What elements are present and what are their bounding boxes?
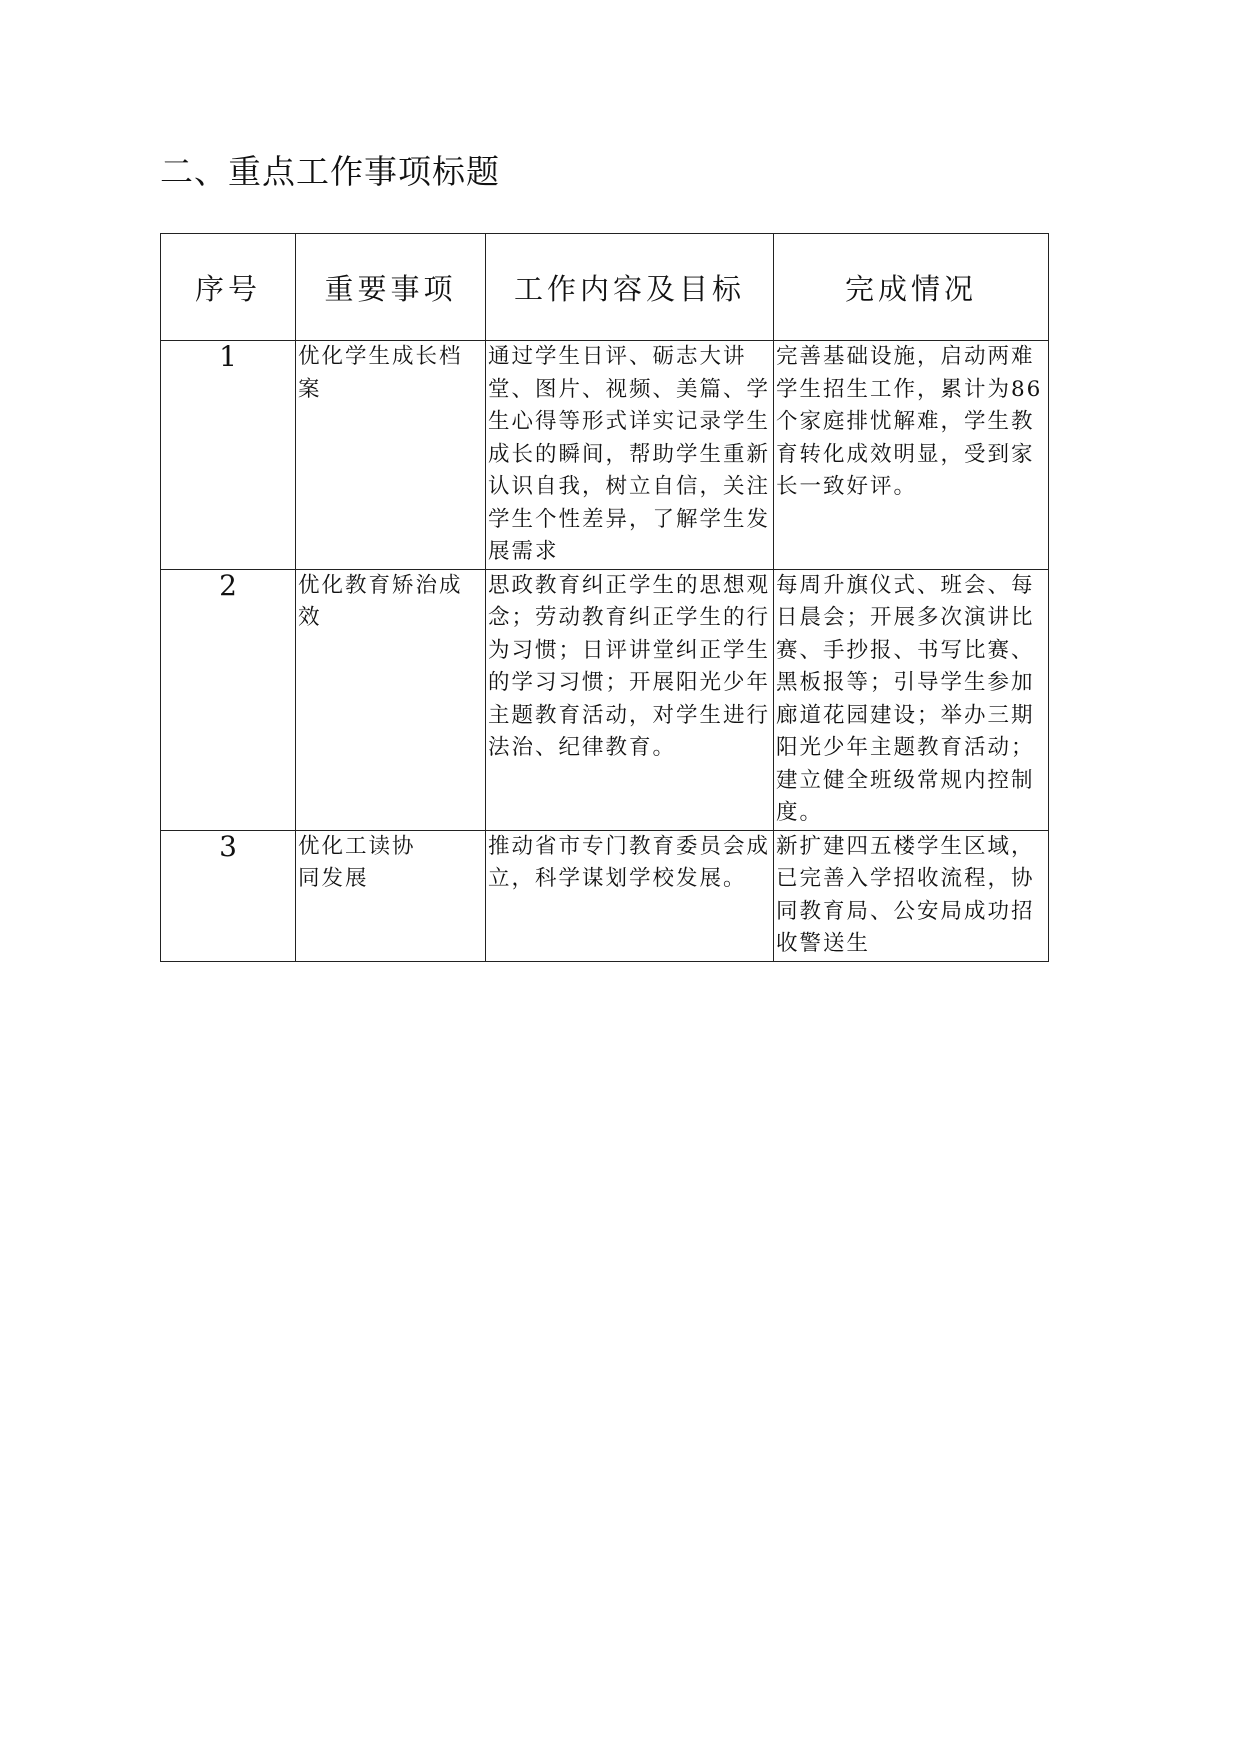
section-title: 二、重点工作事项标题 xyxy=(160,152,500,191)
table-row xyxy=(161,569,1049,830)
row-item: 优化工读协 同发展 xyxy=(296,830,486,961)
table-row xyxy=(161,341,1049,570)
work-items-table xyxy=(160,233,1049,962)
row-number: 1 xyxy=(161,341,296,570)
header-goal: 工作内容及目标 xyxy=(486,234,774,341)
row-number: 3 xyxy=(161,830,296,961)
header-no: 序号 xyxy=(161,234,296,341)
row-item: 优化学生成长档案 xyxy=(296,341,486,570)
row-goal: 推动省市专门教育委员会成立，科学谋划学校发展。 xyxy=(486,830,774,961)
row-status: 每周升旗仪式、班会、每日晨会；开展多次演讲比赛、手抄报、书写比赛、黑板报等；引导学生参加廊道花园建设；举办三期阳光少年主题教育活动；建立健全班级常规内控制度。 xyxy=(774,569,1049,830)
row-status: 新扩建四五楼学生区域，已完善入学招收流程，协同教育局、公安局成功招收警送生 xyxy=(774,830,1049,961)
row-goal: 思政教育纠正学生的思想观念；劳动教育纠正学生的行为习惯；日评讲堂纠正学生的学习习惯；开展阳光少年主题教育活动，对学生进行法治、纪律教育。 xyxy=(486,569,774,830)
header-status: 完成情况 xyxy=(774,234,1049,341)
row-goal: 通过学生日评、砺志大讲堂、图片、视频、美篇、学生心得等形式详实记录学生成长的瞬间，帮助学生重新认识自我，树立自信，关注学生个性差异，了解学生发展需求 xyxy=(486,341,774,570)
table-header-row xyxy=(161,234,1049,341)
table-row xyxy=(161,830,1049,961)
row-number: 2 xyxy=(161,569,296,830)
header-item: 重要事项 xyxy=(296,234,486,341)
row-status: 完善基础设施，启动两难学生招生工作，累计为86个家庭排忧解难，学生教育转化成效明显，受到家长一致好评。 xyxy=(774,341,1049,570)
row-item: 优化教育矫治成效 xyxy=(296,569,486,830)
